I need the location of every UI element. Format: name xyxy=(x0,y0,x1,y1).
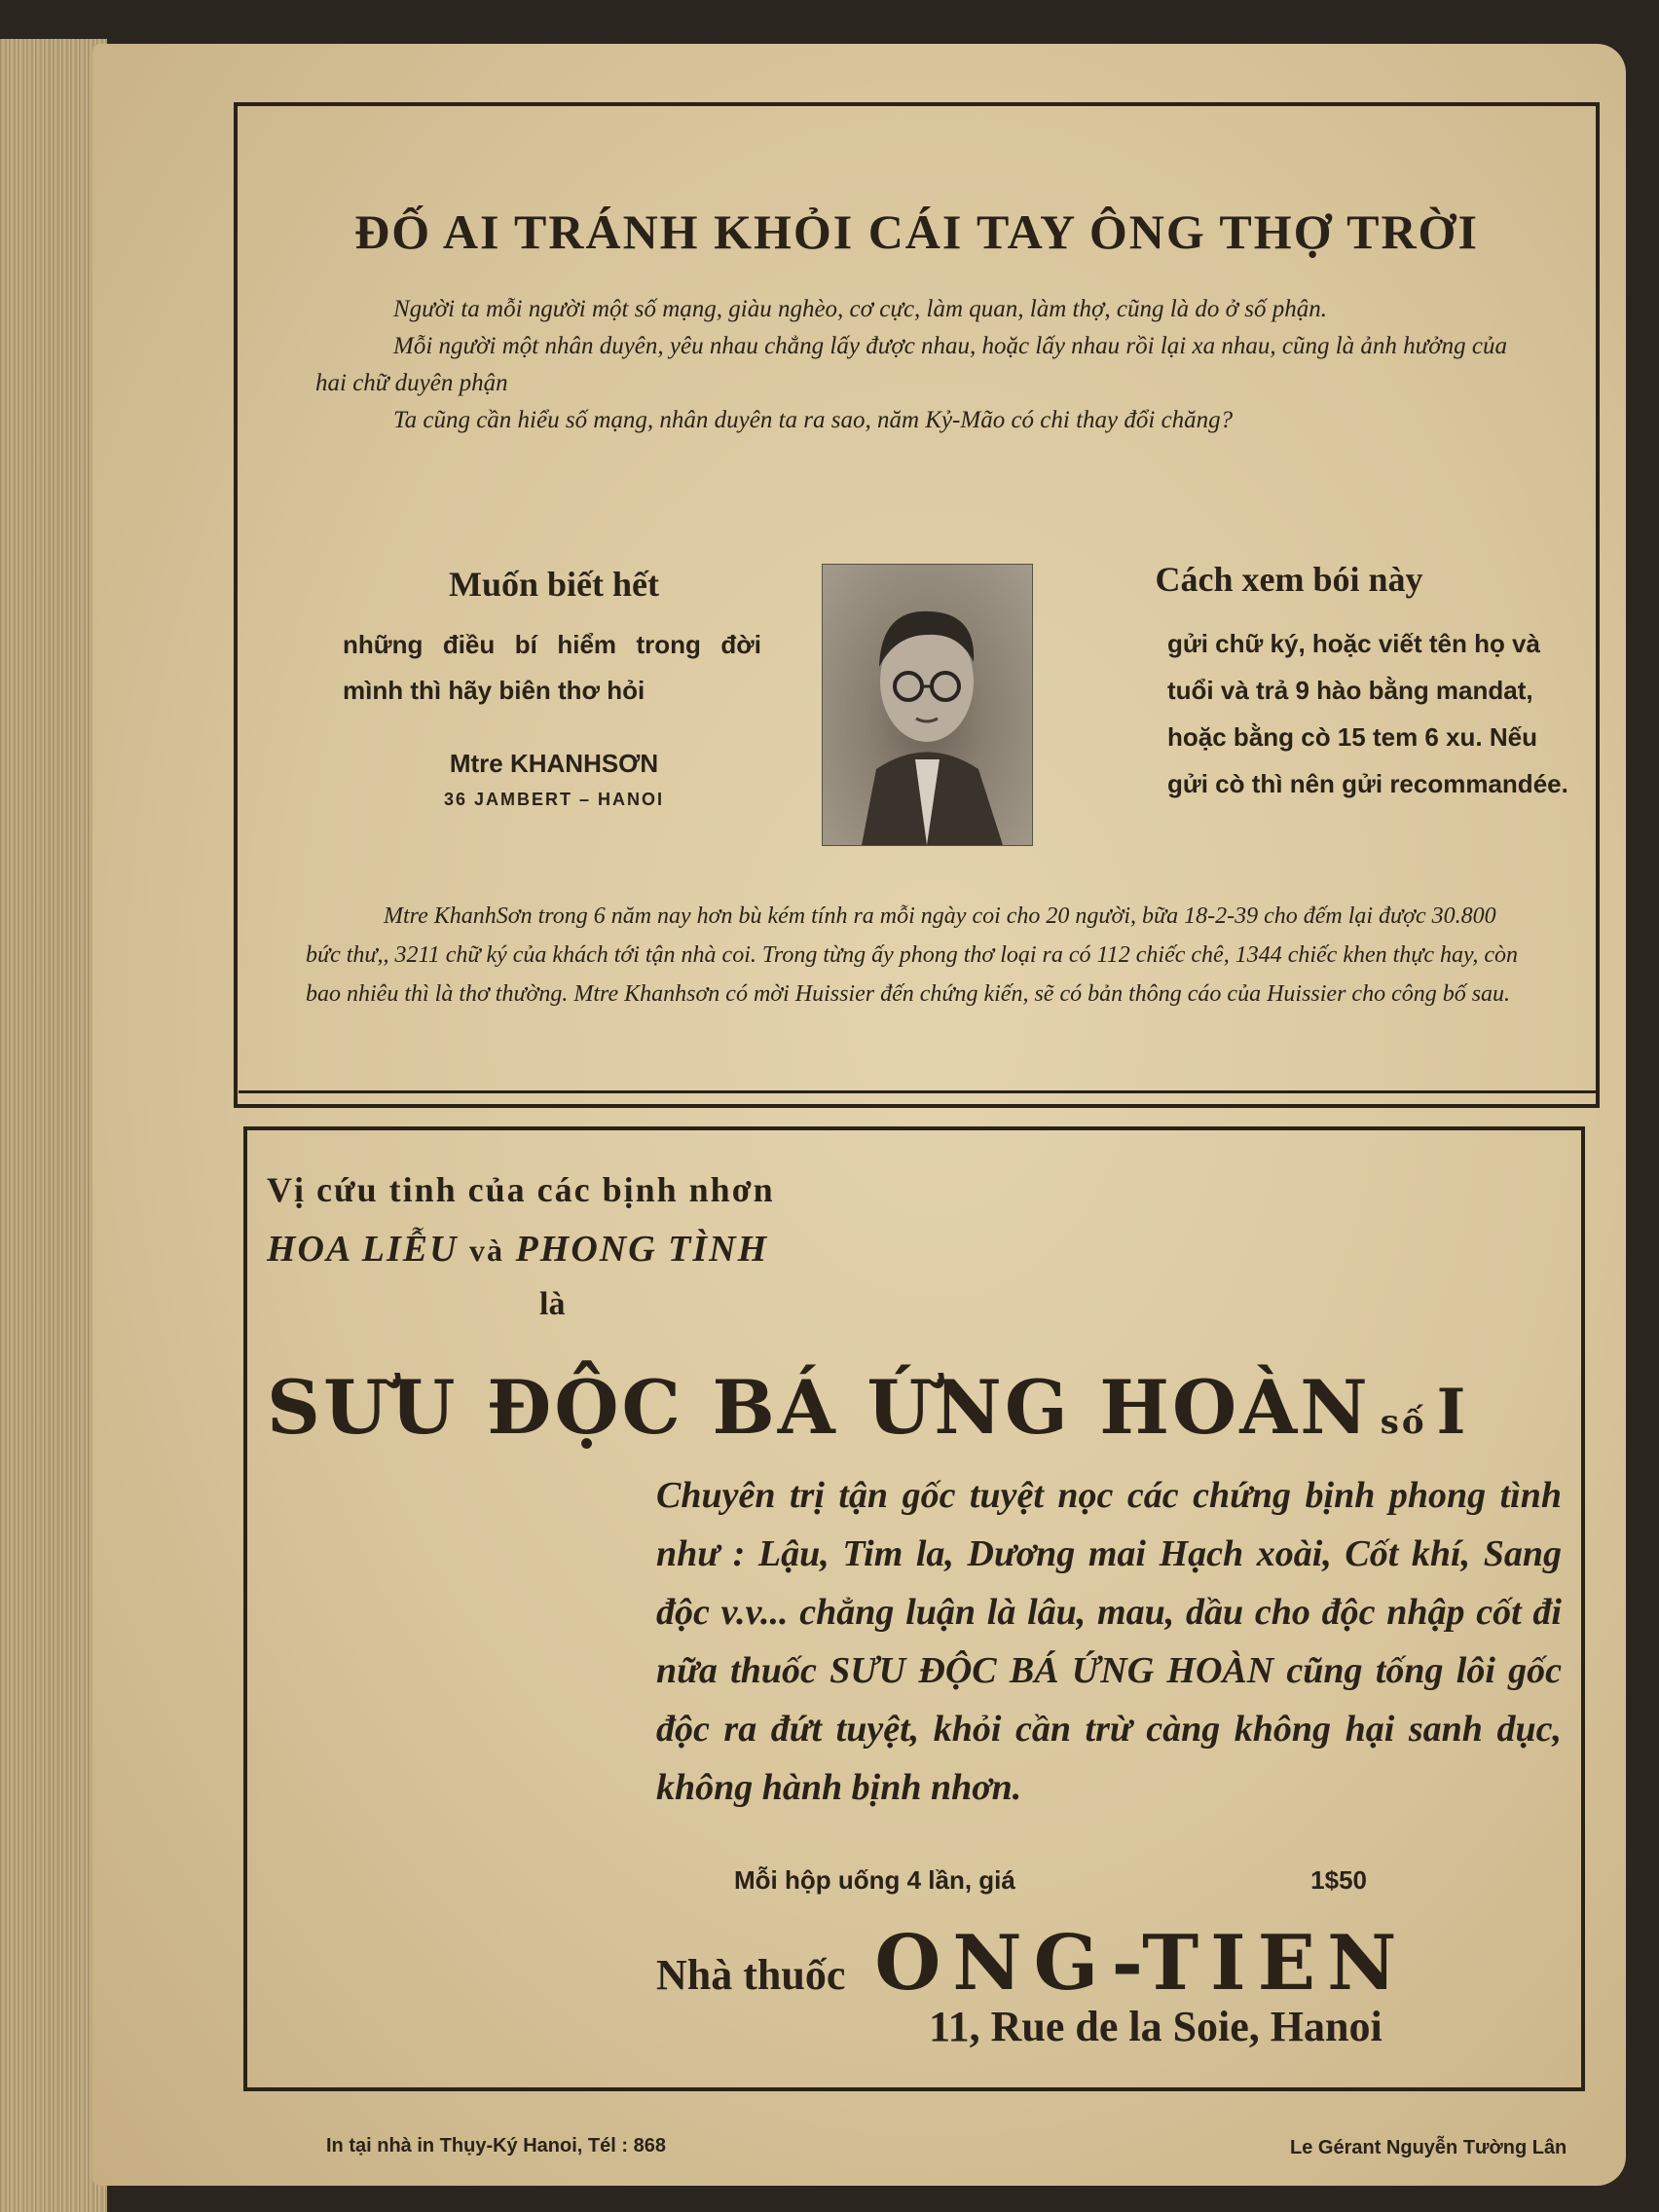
product-description: Chuyên trị tận gốc tuyệt nọc các chứng bịnh phong tình như : Lậu, Tim la, Dương mai Hạch xoài, Cốt khí, Sang độc v.v... chẳng luận là lâu, mau, dầu cho độc nhập cốt đi nữa thuốc SƯU ĐỘC BÁ ỨNG HOÀN cũng tống lôi gốc độc ra đứt tuyệt, khỏi cần trừ càng không hại sanh dục, không hành bịnh nhơn. xyxy=(656,1475,1562,1808)
ad-tagline: Vị cứu tinh của các bịnh nhơn xyxy=(267,1170,775,1209)
medicine-ad xyxy=(243,1126,1585,2091)
portrait-photo xyxy=(822,564,1033,846)
astrologer-address: 36 JAMBERT – HANOI xyxy=(443,790,665,809)
ad-intro xyxy=(315,291,1532,439)
price-value: 1$50 xyxy=(1310,1865,1367,1895)
pharmacy-address: 11, Rue de la Soie, Hanoi xyxy=(929,2003,1382,2050)
ad-outro xyxy=(306,897,1528,1014)
intro-paragraph: Ta cũng cần hiểu số mạng, nhân duyên ta ra sao, năm Kỷ-Mão có chi thay đổi chăng? xyxy=(393,407,1234,433)
left-heading: Muốn biết hết xyxy=(449,565,659,604)
left-body: những điều bí hiểm trong đời mình thì hãy biên thơ hỏi xyxy=(343,630,761,705)
ad-is: là xyxy=(539,1286,566,1322)
newspaper-page xyxy=(92,44,1626,2186)
pharmacy-prefix: Nhà thuốc xyxy=(656,1951,846,1999)
right-heading: Cách xem bói này xyxy=(1155,560,1423,599)
conjunction: và xyxy=(469,1233,505,1268)
right-body: gửi chữ ký, hoặc viết tên họ và tuổi và trả 9 hào bằng mandat, hoặc bằng cò 15 tem 6 xu. Nếu gửi cò thì nên gửi recommandée. xyxy=(1167,629,1568,798)
disease-name: HOA LIỄU xyxy=(267,1229,459,1270)
divider-line xyxy=(239,1090,1597,1093)
pharmacy-line xyxy=(656,1919,1562,2008)
book-page-edges xyxy=(0,39,107,2212)
product-name xyxy=(267,1364,1571,1451)
ad-diseases xyxy=(267,1228,768,1271)
outro-paragraph: Mtre KhanhSơn trong 6 năm nay hơn bù kém tính ra mỗi ngày coi cho 20 người, bữa 18-2-39 cho đếm lại được 30.800 bức thư,, 3211 chữ ký của khách tới tận nhà coi. Trong từng ấy phong thơ loại ra có 112 chiếc chê, 1344 chiếc khen thực hay, còn bao nhiêu thì là thơ thường. Mtre Khanhsơn có mời Huissier đến chứng kiến, sẽ có bản thông cáo của Huissier cho công bố sau. xyxy=(306,903,1519,1007)
intro-paragraph: Mỗi người một nhân duyên, yêu nhau chẳng lấy được nhau, hoặc lấy nhau rồi lại xa nhau, cũng là ảnh hưởng của hai chữ duyên phận xyxy=(315,333,1507,396)
astrologer-name: Mtre KHANHSƠN xyxy=(449,749,659,778)
price-line xyxy=(734,1865,1367,1896)
intro-paragraph: Người ta mỗi người một số mạng, giàu nghèo, cơ cực, làm quan, làm thợ, cũng là do ở số phận. xyxy=(393,296,1327,322)
printer-credit: In tại nhà in Thụy-Ký Hanoi, Tél : 868 xyxy=(326,2135,666,2157)
number-label: số xyxy=(1380,1403,1427,1442)
product-title: SƯU ĐỘC BÁ ỨNG HOÀN xyxy=(267,1364,1371,1451)
number-value: I xyxy=(1436,1376,1469,1449)
disease-name: PHONG TÌNH xyxy=(515,1229,769,1270)
ad-headline: ĐỐ AI TRÁNH KHỎI CÁI TAY ÔNG THỢ TRỜI xyxy=(354,204,1479,259)
price-text: Mỗi hộp uống 4 lần, giá xyxy=(734,1865,1015,1895)
portrait-illustration xyxy=(823,565,1032,845)
pharmacy-name: ONG-TIEN xyxy=(874,1919,1409,2008)
fortune-teller-ad xyxy=(234,102,1600,1108)
manager-credit: Le Gérant Nguyễn Tường Lân xyxy=(1290,2137,1567,2158)
